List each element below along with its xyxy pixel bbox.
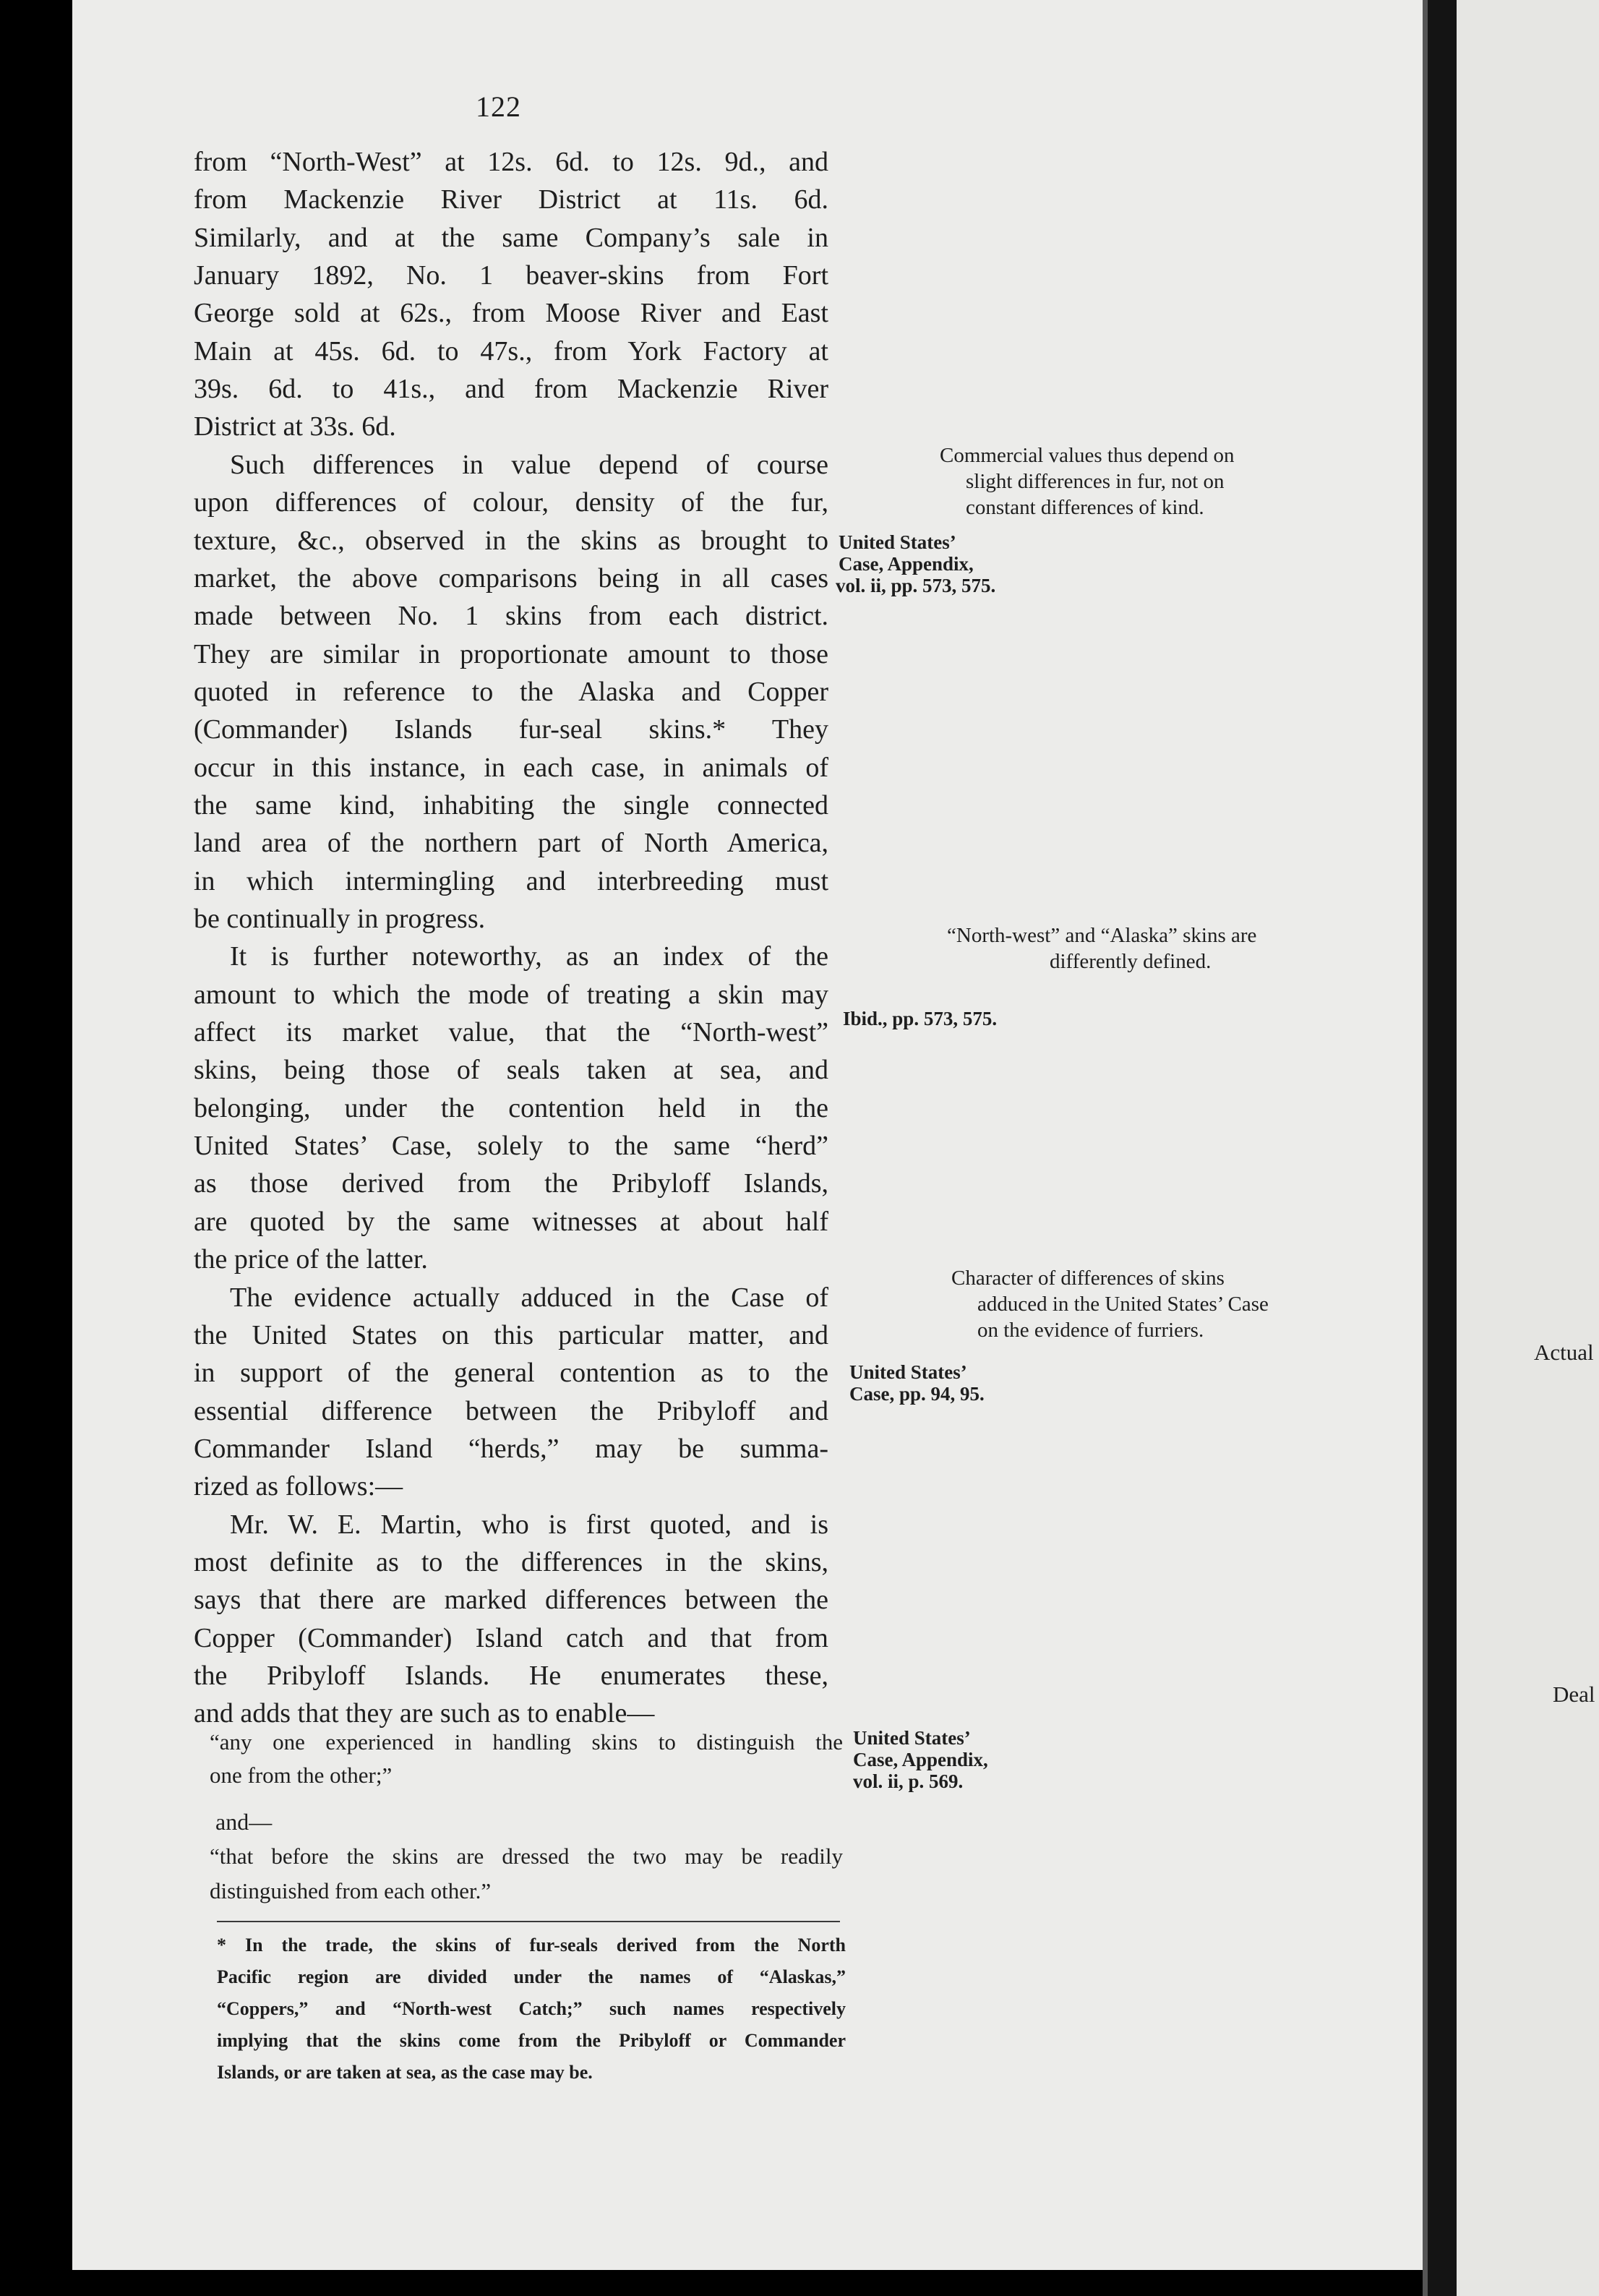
footnote-rule [217,1921,840,1922]
body-text-line: Such differences in value depend of course [230,449,828,480]
quotation-line: distinguished from each other.” [210,1878,492,1903]
sidenote-commercial-line: constant differences of kind. [966,496,1204,519]
body-text-line: the same kind, inhabiting the single connected [194,789,828,821]
body-text-line: the Pribyloff Islands. He enumerates these, [194,1661,828,1691]
facing-page [1457,0,1599,2296]
body-text-line: and adds that they are such as to enable— [194,1698,655,1729]
body-text-line: Commander Island “herds,” may be summa- [194,1433,828,1464]
body-text-line: January 1892, No. 1 beaver-skins from Fort [194,260,828,291]
body-text-line: says that there are marked differences between the [194,1585,828,1616]
body-text-line: skins, being those of seals taken at sea, and [194,1055,828,1086]
body-text-line: land area of the northern part of North America, [194,828,828,859]
page-number: 122 [476,90,521,123]
footnote-line: * In the trade, the skins of fur-seals derived from the North [217,1935,846,1956]
body-text-line: from “North-West” at 12s. 6d. to 12s. 9d., and [194,147,828,177]
sidenote-character-line: on the evidence of furriers. [977,1319,1204,1342]
body-text-line: United States’ Case, solely to the same “herd” [194,1131,828,1162]
sidenote-northwest-line: differently defined. [1050,950,1212,973]
body-text-line: amount to which the mode of treating a skin may [194,979,828,1010]
body-text-line: be continually in progress. [194,904,486,934]
body-text-line: rized as follows:— [194,1471,403,1502]
quotation-line: one from the other;” [210,1762,393,1788]
body-text-line: belonging, under the contention held in the [194,1092,828,1123]
quotation-line: “that before the skins are dressed the two may be readily [210,1843,843,1869]
citation-line: Case, Appendix, [853,1749,988,1770]
body-text-line: most definite as to the differences in the skins, [194,1546,828,1577]
footnote-line: implying that the skins come from the Pribyloff or Commander [217,2030,846,2051]
body-text-line: Copper (Commander) Island catch and that from [194,1622,828,1653]
body-text-line: affect its market value, that the “North-west” [194,1017,828,1048]
footnote-line: Pacific region are divided under the names of “Alaskas,” [217,1966,846,1987]
body-text-line: made between No. 1 skins from each district. [194,601,828,632]
body-text-line: from Mackenzie River District at 11s. 6d. [194,184,828,215]
body-text-line: as those derived from the Pribyloff Islands, [194,1168,828,1199]
connector-word: and— [215,1809,273,1835]
sidenote-character-line: adduced in the United States’ Case [977,1293,1269,1316]
citation-line: vol. ii, pp. 573, 575. [836,575,996,596]
sidenote-character-line: Character of differences of skins [951,1267,1225,1290]
sidenote-commercial-line: Commercial values thus depend on [940,444,1235,467]
body-text-line: quoted in reference to the Alaska and Copper [194,676,828,707]
body-text-line: essential difference between the Pribyloff and [194,1395,828,1426]
body-text-line: market, the above comparisons being in all cases [194,562,828,594]
body-text-line: in which intermingling and interbreeding must [194,865,828,896]
footnote-line: Islands, or are taken at sea, as the case may be. [217,2062,593,2083]
body-text-line: are quoted by the same witnesses at about half [194,1206,828,1237]
quotation-line: “any one experienced in handling skins to distinguish the [210,1729,843,1755]
body-text-line: in support of the general contention as to the [194,1358,828,1389]
body-text-line: Main at 45s. 6d. to 47s., from York Factory at [194,335,828,367]
citation-line: United States’ [853,1727,971,1749]
body-text-line: texture, &c., observed in the skins as brought to [194,525,828,556]
body-text-line: Similarly, and at the same Company’s sale in [194,222,828,253]
body-text-line: They are similar in proportionate amount to those [194,638,828,669]
citation-line: Case, pp. 94, 95. [849,1383,985,1405]
body-text-line: the price of the latter. [194,1244,428,1275]
body-text-line: It is further noteworthy, as an index of the [230,941,828,972]
facing-page-word: Deal [1553,1682,1595,1707]
body-text-line: District at 33s. 6d. [194,411,396,442]
body-text-line: occur in this instance, in each case, in animals of [194,752,828,783]
citation-line: Case, Appendix, [839,553,974,575]
facing-page-word: Actual [1534,1340,1594,1365]
citation-line: Ibid., pp. 573, 575. [843,1008,998,1029]
citation-line: vol. ii, p. 569. [853,1770,964,1792]
body-text-line: George sold at 62s., from Moose River and East [194,298,828,329]
body-text-line: Mr. W. E. Martin, who is first quoted, and is [230,1509,828,1540]
citation-line: United States’ [839,531,956,553]
citation-line: United States’ [849,1361,967,1383]
body-text-line: The evidence actually adduced in the Case of [230,1282,828,1313]
sidenote-northwest-line: “North-west” and “Alaska” skins are [947,924,1257,947]
sidenote-commercial-line: slight differences in fur, not on [966,470,1225,493]
body-text-line: 39s. 6d. to 41s., and from Mackenzie River [194,374,828,405]
body-text-line: (Commander) Islands fur-seal skins.* They [194,714,828,745]
body-text-line: upon differences of colour, density of the fur, [194,487,828,518]
footnote-line: “Coppers,” and “North-west Catch;” such names respectively [217,1998,846,2019]
body-text-line: the United States on this particular matter, and [194,1319,828,1350]
book-spine [1428,0,1458,2296]
